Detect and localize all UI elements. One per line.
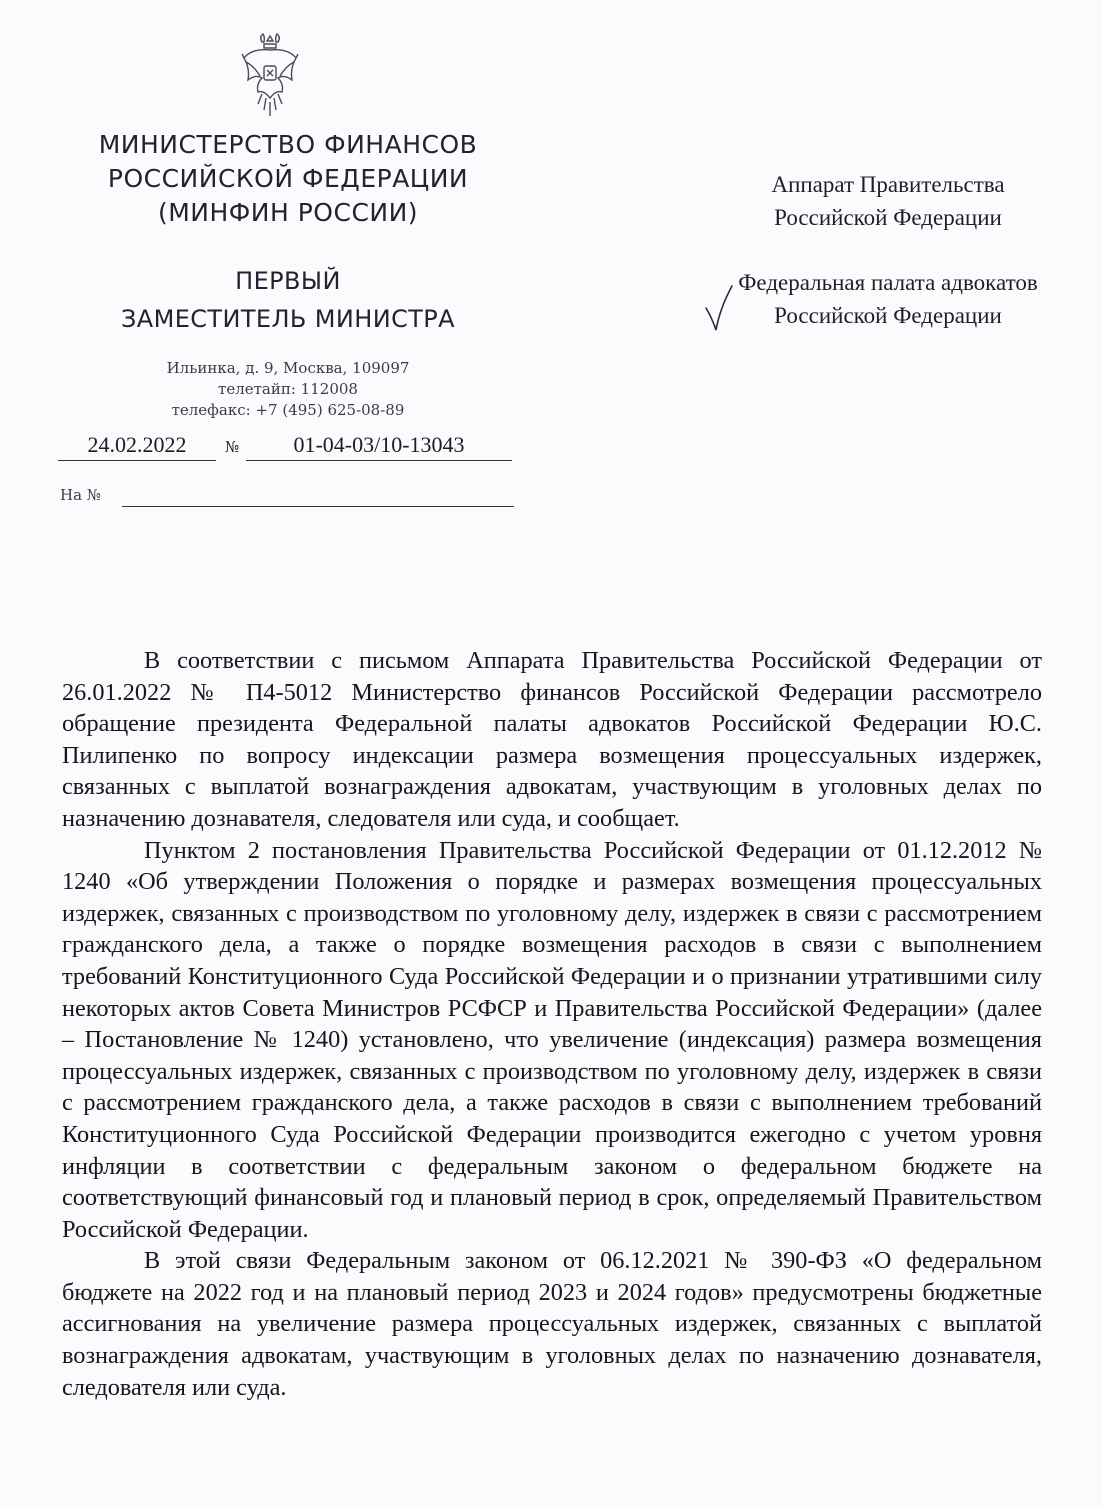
addressee-line: Российской Федерации [774, 303, 1002, 328]
address-line: Ильинка, д. 9, Москва, 109097 [166, 359, 410, 377]
body-paragraph: В этой связи Федеральным законом от 06.12.2021 № 390-ФЗ «О федеральном бюджете на 2022 год и на плановый период 2023 и 2024 годов» предусмотрены бюджетные ассигнования на увеличение размера процессуальных издержек, связанных с выплатой вознаграждения адвокатам, участвующим в уголовных делах по назначению дознавателя, следователя или суда. [62, 1247, 1042, 1401]
position-line: ЗАМЕСТИТЕЛЬ МИНИСТРА [121, 305, 455, 333]
addressee-government-office [698, 168, 1078, 234]
ministry-line: (МИНФИН РОССИИ) [157, 198, 419, 227]
registration-line [58, 432, 514, 464]
registration-date: 24.02.2022 [58, 432, 216, 461]
position-line: ПЕРВЫЙ [235, 267, 341, 295]
reference-line [60, 486, 514, 514]
reference-label: На № [60, 486, 101, 504]
ministry-contacts [120, 358, 456, 421]
registration-number: 01-04-03/10-13043 [246, 432, 512, 461]
teletype-line: телетайп: 112008 [218, 380, 358, 398]
addressee-bar-chamber [698, 266, 1078, 332]
body-paragraph: В соответствии с письмом Аппарата Правительства Российской Федерации от 26.01.2022 № П4-5012 Министерство финансов Российской Федерации рассмотрело обращение президента Федеральной палаты адвокатов Российской Федерации Ю.С. Пилипенко по вопросу индексации размера возмещения процессуальных издержек, связанных с выплатой вознаграждения адвокатам, участвующим в уголовных делах по назначению дознавателя, следователя или суда, и сообщает. [62, 647, 1042, 832]
letter-body [62, 645, 1042, 1403]
body-paragraph: Пунктом 2 постановления Правительства Российской Федерации от 01.12.2012 № 1240 «Об утверждении Положения о порядке и размерах возмещения процессуальных издержек, связанных с производством по уголовному делу, издержек в связи с рассмотрением гражданского дела, а также о порядке возмещения расходов в связи с выполнением требований Конституционного Суда Российской Федерации и о признании утратившими силу некоторых актов Совета Министров РСФСР и Правительства Российской Федерации» (далее – Постановление № 1240) установлено, что увеличение (индексация) размера возмещения процессуальных издержек, связанных с производством по уголовному делу, издержек в связи с рассмотрением гражданского дела, а также расходов в связи с выполнением требований Конституционного Суда Российской Федерации производится ежегодно с учетом уровня инфляции в соответствии с федеральным законом о федеральном бюджете на соответствующий финансовый год и плановый период в срок, определяемый Правительством Российской Федерации. [62, 836, 1042, 1243]
reference-blank [122, 506, 514, 507]
handwritten-checkmark-icon [704, 284, 734, 334]
ministry-line: МИНИСТЕРСТВО ФИНАНСОВ [98, 130, 478, 159]
ministry-name [60, 128, 516, 230]
addressee-line: Аппарат Правительства [771, 172, 1005, 197]
number-label: № [225, 438, 240, 456]
signatory-position [60, 262, 516, 338]
fax-line: телефакс: +7 (495) 625-08-89 [171, 401, 405, 419]
double-headed-eagle-emblem-icon [240, 28, 300, 124]
addressee-line: Российской Федерации [774, 205, 1002, 230]
ministry-line: РОССИЙСКОЙ ФЕДЕРАЦИИ [107, 164, 469, 193]
addressee-line: Федеральная палата адвокатов [738, 270, 1038, 295]
